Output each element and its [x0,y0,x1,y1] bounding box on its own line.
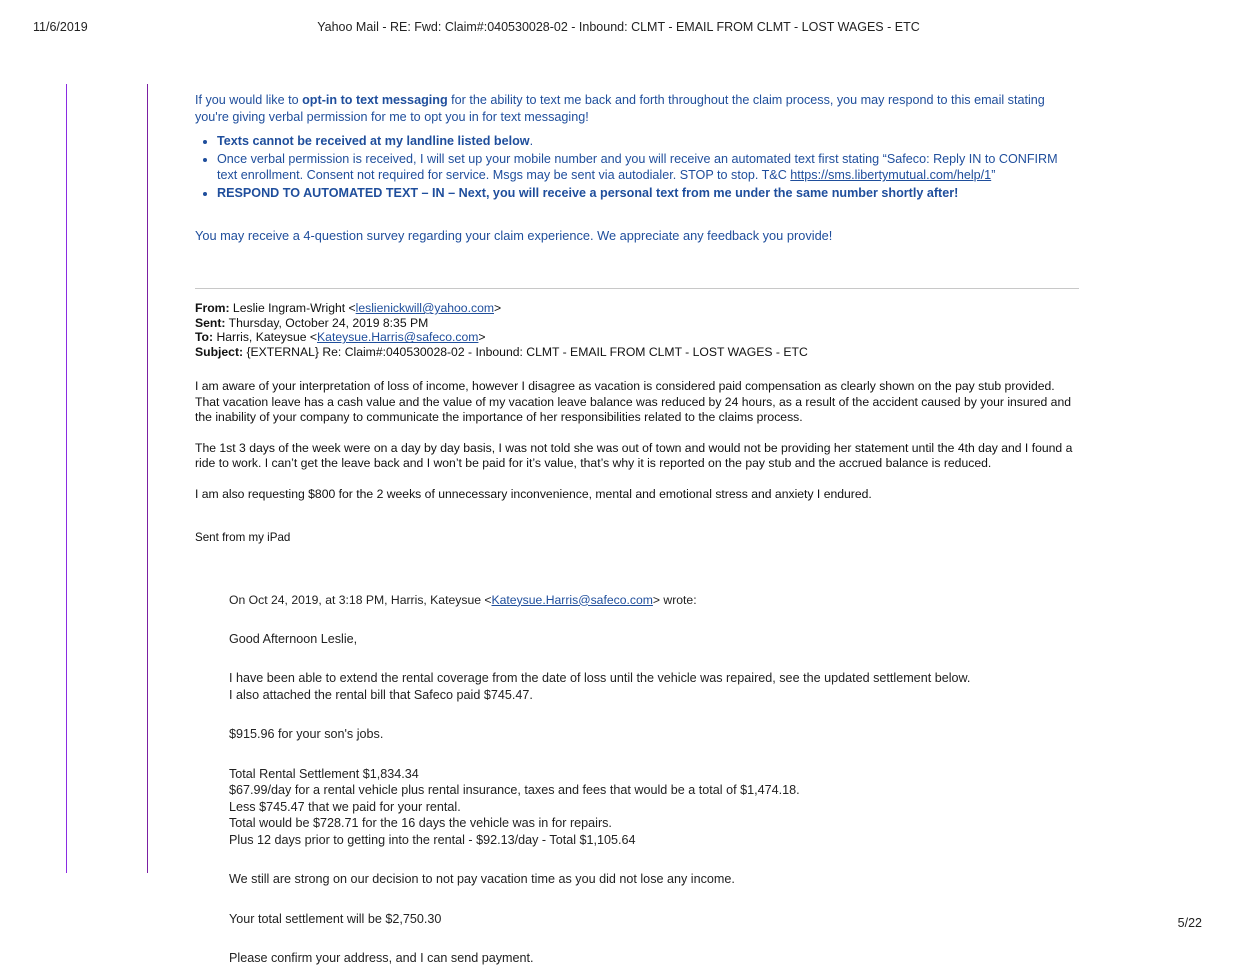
sent-value: Thursday, October 24, 2019 8:35 PM [228,315,429,330]
from-line [195,301,1079,316]
nested-line: Less $745.47 that we paid for your rental. [229,799,461,814]
bullet-2-tail: ” [991,168,996,182]
nested-paragraph [229,670,1079,703]
to-close: > [478,330,486,345]
list-item [217,151,1079,184]
nested-line: Plus 12 days prior to getting into the rental - $92.13/day - Total $1,105.64 [229,832,636,847]
body-paragraph-2: The 1st 3 days of the week were on a day by day basis, I was not told she was out of town and would not be providing her statement until the 4th day and I found a ride to work. I can’t get the leave back and I won’t be paid for it’s value, that’s why it is reported on the pay stub and the accrued balance is reduced. [195,440,1073,471]
nested-quoted-message [229,592,1079,967]
quote-bar-outer [66,84,67,873]
to-label: To: [195,330,214,345]
nested-on-prefix: On Oct 24, 2019, at 3:18 PM, Harris, Kateysue < [229,592,492,607]
nested-sender-email-link[interactable]: Kateysue.Harris@safeco.com [491,592,653,607]
nested-line: I have been able to extend the rental coverage from the date of loss until the vehicle was repaired, see the updated settlement below. [229,671,971,686]
opt-in-text-part2: for the ability to text me back and forth throughout the claim process, you may respond to this email stating you're giving verbal permission for me to opt you in for text messaging! [195,93,1045,124]
bullet-2-text: Once verbal permission is received, I will set up your mobile number and you will receive an automated text first stating “Safeco: Reply IN to CONFIRM text enrollment. Consent not required for service. Msgs may be sent via autodialer. STOP to stop. T&C [217,151,1058,182]
subject-line [195,345,1079,360]
survey-paragraph: You may receive a 4-question survey regarding your claim experience. We appreciate any feedback you provide! [195,228,833,243]
body-paragraph-3: I am also requesting $800 for the 2 weeks of unnecessary inconvenience, mental and emotional stress and anxiety I endured. [195,487,872,502]
nested-paragraph [229,871,1079,888]
opt-in-bullet-list [195,133,1079,201]
nested-greeting: Good Afternoon Leslie, [229,631,358,646]
nested-line: $915.96 for your son's jobs. [229,727,384,742]
from-value: Leslie Ingram-Wright < [232,301,356,315]
to-email-link[interactable]: Kateysue.Harris@safeco.com [317,330,479,345]
bullet-3-bold: RESPOND TO AUTOMATED TEXT – IN – Next, you will receive a personal text from me under the same number shortly after! [217,185,959,200]
email-body [195,92,1079,967]
nested-on-line [229,592,1079,608]
bullet-1-rest: . [529,134,534,148]
print-title: Yahoo Mail - RE: Fwd: Claim#:040530028-02 - Inbound: CLMT - EMAIL FROM CLMT - LOST WAGES - ETC [317,20,920,34]
page-number: 5/22 [1177,916,1202,930]
subject-value: {EXTERNAL} Re: Claim#:040530028-02 - Inbound: CLMT - EMAIL FROM CLMT - LOST WAGES - ETC [246,344,808,359]
nested-line: We still are strong on our decision to not pay vacation time as you did not lose any income. [229,872,735,887]
from-email-link[interactable]: leslienickwill@yahoo.com [355,301,494,315]
nested-paragraph [229,950,1079,967]
sent-label: Sent: [195,315,226,330]
nested-line: Total Rental Settlement $1,834.34 [229,766,419,781]
to-value: Harris, Kateysue < [216,330,318,345]
quoted-email-header [195,301,1079,359]
nested-line: Your total settlement will be $2,750.30 [229,911,442,926]
nested-line: Total would be $728.71 for the 16 days the vehicle was in for repairs. [229,816,612,831]
bullet-1-bold: Texts cannot be received at my landline listed below [217,134,530,148]
print-date: 11/6/2019 [33,20,88,34]
from-close: > [494,301,502,315]
from-label: From: [195,301,230,315]
sent-line [195,316,1079,331]
nested-line: $67.99/day for a rental vehicle plus rental insurance, taxes and fees that would be a total of $1,474.18. [229,783,800,798]
opt-in-text-part1: If you would like to [195,93,303,107]
subject-label: Subject: [195,344,244,359]
opt-in-bold: opt-in to text messaging [302,93,448,107]
print-header [0,20,1237,40]
body-paragraph-1: I am aware of your interpretation of loss of income, however I disagree as vacation is considered paid compensation as clearly shown on the pay stub provided. That vacation leave has a cash value and the value of my vacation leave balance was reduced by 24 hours, as a result of the accident caused by your insured and the inability of your company to communicate the importance of her responsibilities related to the claims process. [195,379,1072,424]
sent-from-signature: Sent from my iPad [195,530,291,544]
nested-line: Please confirm your address, and I can send payment. [229,951,534,966]
nested-on-suffix: > wrote: [652,592,697,607]
opt-in-paragraph [195,92,1079,125]
list-item [217,133,1079,150]
list-item [217,185,1079,202]
nested-paragraph [229,766,1079,849]
to-line [195,330,1079,345]
nested-paragraph [229,726,1079,743]
quote-bar-inner [147,84,148,873]
nested-line: I also attached the rental bill that Safeco paid $745.47. [229,687,533,702]
header-divider [195,288,1079,289]
sms-help-link[interactable]: https://sms.libertymutual.com/help/1 [790,168,992,182]
